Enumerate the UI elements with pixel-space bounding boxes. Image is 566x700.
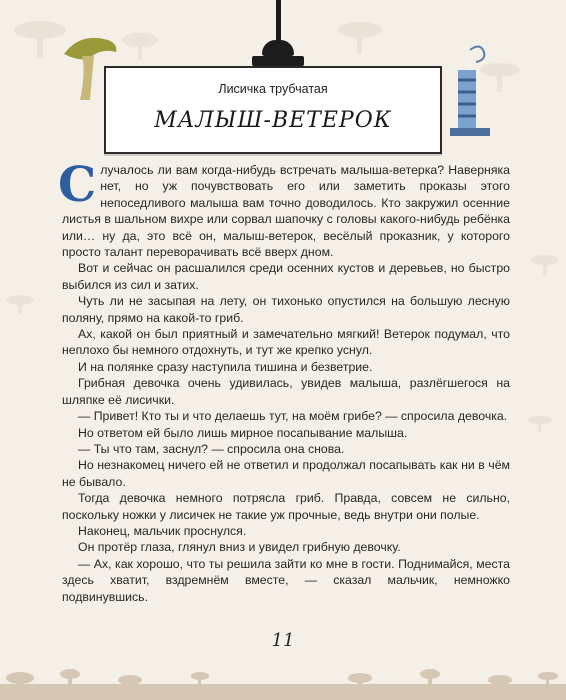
paragraph: Чуть ли не засыпая на лету, он тихонько опустился на большую лесную поляну, прямо на какой-то гриб. [62, 294, 510, 325]
paragraph: Но незнакомец ничего ей не ответил и продолжал посапывать как ни в чём не бывало. [62, 458, 510, 489]
title-plaque [104, 66, 442, 154]
paragraph: Наконец, мальчик проснулся. [78, 523, 247, 538]
paragraph: Грибная девочка очень удивилась, увидев малыша, разлёгшегося на шляпке её лисички. [62, 376, 510, 407]
sign-lamp [262, 40, 294, 56]
chapter-title: МАЛЫШ-ВЕТЕРОК [154, 108, 392, 133]
story-text [58, 157, 510, 605]
paragraph: Он протёр глаза, глянул вниз и увидел грибную девочку. [78, 540, 401, 555]
paragraph: — Привет! Кто ты и что делаешь тут, на моём грибе? — спросила девочка. [78, 409, 508, 424]
ground-mushrooms-icon [0, 640, 566, 700]
chapter-subtitle: Лисичка трубчатая [218, 82, 328, 96]
paragraph: Вот и сейчас он расшалился среди осенних кустов и деревьев, но быстро выбился из сил и затих. [62, 261, 510, 292]
paragraph: — Ты что там, заснул? — спросила она снова. [78, 441, 345, 456]
sign-hanger [276, 0, 281, 44]
paragraph: Но ответом ей было лишь мирное посапывание малыша. [78, 425, 408, 440]
paragraph: Тогда девочка немного потрясла гриб. Правда, совсем не сильно, поскольку ножки у лисичек не такие уж прочные, ведь внутри они полые. [62, 491, 510, 522]
paragraph: Ах, какой он был приятный и замечательно мягкий! Ветерок подумал, что неплохо бы немного отдохнуть, и тут же крепко уснул. [62, 327, 510, 358]
page-number: 11 [271, 630, 295, 651]
paragraph: — Ах, как хорошо, что ты решила зайти ко мне в гости. Поднимайся, места здесь хватит, вздремнём вместе, — сказал мальчик, немножко подвинувшись. [62, 556, 510, 604]
paragraph: Случалось ли вам когда-нибудь встречать малыша-ветерка? Наверняка нет, но уж почувствовать его или заметить проказы этого непоседливого малыша вам точно доводилось. Кто закружил осенние листья в шальном вихре или сорвал шапочку с головы какого-нибудь ребёнка или… ну да, это всё он, малыш-ветерок, весёлый проказник, у которого просто талант переворачивать всё вверх дном. [58, 157, 510, 260]
paragraph: И на полянке сразу наступила тишина и безветрие. [78, 359, 373, 374]
sign-bracket [252, 56, 304, 66]
wind-swirl-icon [440, 40, 500, 140]
drop-cap: С [58, 157, 97, 213]
